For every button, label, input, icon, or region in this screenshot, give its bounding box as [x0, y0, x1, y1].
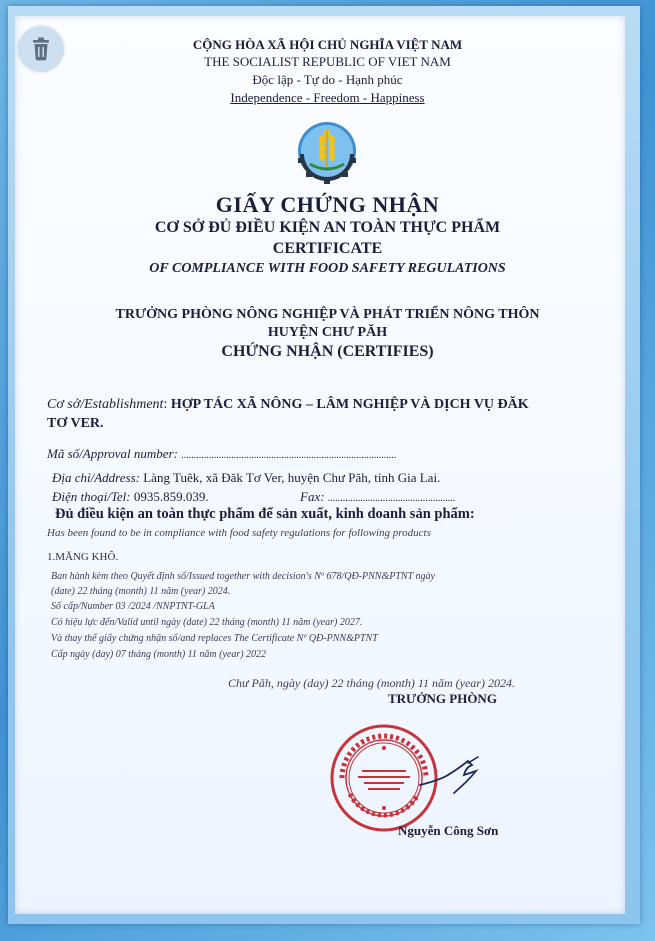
fax-row — [300, 489, 455, 505]
wheat-gear-emblem-icon — [292, 118, 362, 186]
approval-label: Mã số/Approval number: — [47, 446, 178, 461]
establishment-name-cont: TƠ VER. — [47, 416, 104, 431]
title-vn-main: GIẤY CHỨNG NHẬN — [215, 192, 440, 217]
handwritten-signature — [410, 745, 490, 800]
phone-label: Điện thoại/Tel: — [52, 489, 131, 504]
issuing-office: TRƯỞNG PHÒNG NÔNG NGHIỆP VÀ PHÁT TRIỂN NÔNG THÔN — [115, 307, 540, 322]
establishment-label: Cơ sở/Establishment — [47, 397, 164, 412]
establishment-row: Cơ sở/Establishment: HỢP TÁC XÃ NÔNG – LÂM NGHIỆP VÀ DỊCH VỤ ĐĂK — [47, 397, 529, 412]
issued-date: Cấp ngày (day) 07 tháng (month) 11 năm (year) 2022 — [51, 649, 267, 660]
product-item: 1.MĂNG KHÔ. — [47, 551, 119, 563]
certificate-number: Số cấp/Number 03 /2024 /NNPTNT-GLA — [51, 601, 215, 612]
signer-name: Nguyễn Công Sơn — [398, 823, 499, 838]
approval-dots: ...................................................................................... — [181, 450, 397, 461]
address-row — [52, 470, 440, 486]
country-name-en: THE SOCIALIST REPUBLIC OF VIET NAM — [204, 54, 451, 69]
decision-line-2: (date) 22 tháng (month) 11 năm (year) 2024. — [51, 586, 231, 597]
place-date: Chư Păh, ngày (day) 22 tháng (month) 11 năm (year) 2024. — [228, 676, 515, 690]
issuing-district: HUYỆN CHƯ PĂH — [267, 325, 388, 340]
fax-dots: ................................................... — [327, 493, 456, 504]
compliance-en: Has been found to be in compliance with food safety regulations for following products — [47, 527, 431, 539]
signer-title: TRƯỞNG PHÒNG — [388, 691, 497, 706]
phone-row — [52, 489, 209, 505]
title-vn-sub: CƠ SỞ ĐỦ ĐIỀU KIỆN AN TOÀN THỰC PHẨM — [154, 219, 501, 236]
approval-row — [47, 446, 396, 462]
motto-vn: Độc lập - Tự do - Hạnh phúc — [252, 72, 403, 87]
valid-until: Có hiệu lực đến/Valid until ngày (date) 22 tháng (month) 11 năm (year) 2027. — [51, 617, 363, 628]
fax-label: Fax: — [300, 489, 325, 504]
address-label: Địa chỉ/Address: — [52, 470, 140, 485]
decision-line-1: Ban hành kèm theo Quyết định số/Issued together with decision's Nº 678/QĐ-PNN&PTNT ngày — [51, 571, 435, 582]
title-en-main: CERTIFICATE — [272, 240, 383, 257]
certifies-heading: CHỨNG NHẬN (CERTIFIES) — [221, 343, 434, 360]
establishment-name: HỢP TÁC XÃ NÔNG – LÂM NGHIỆP VÀ DỊCH VỤ ĐĂK — [170, 397, 529, 412]
address-value: Làng Tuêk, xã Đăk Tơ Ver, huyện Chư Păh, tỉnh Gia Lai. — [143, 470, 441, 485]
phone-value: 0935.859.039. — [133, 489, 209, 504]
country-name-vn: CỘNG HÒA XÃ HỘI CHỦ NGHĨA VIỆT NAM — [192, 37, 463, 52]
replaces-certificate: Và thay thế giấy chứng nhận số/and replaces The Certificate Nº QĐ-PNN&PTNT — [51, 633, 378, 644]
title-en-sub: OF COMPLIANCE WITH FOOD SAFETY REGULATIONS — [149, 261, 506, 276]
compliance-vn: Đủ điều kiện an toàn thực phẩm để sản xuất, kinh doanh sản phẩm: — [55, 506, 475, 522]
motto-en: Independence - Freedom - Happiness — [230, 90, 425, 105]
